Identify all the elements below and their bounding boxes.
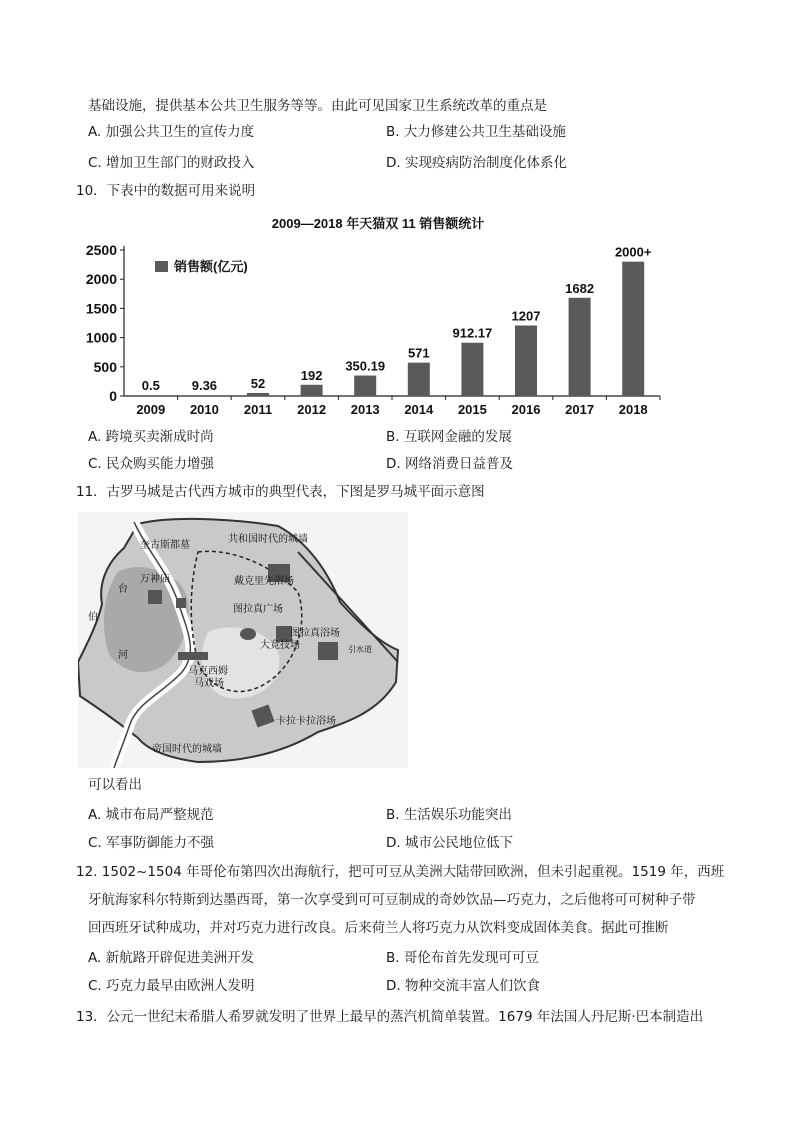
bar	[569, 298, 591, 396]
bar	[301, 385, 323, 396]
bar-value-label: 350.19	[345, 358, 386, 374]
chart-svg	[78, 212, 678, 424]
q12-line-1: 12. 1502~1504 年哥伦布第四次出海航行，把可可豆从美洲大陆带回欧洲，但未引起重视。1519 年，西班	[76, 864, 725, 880]
label-republic-wall: 共和国时代的城墙	[228, 534, 308, 545]
x-tick-label: 2012	[297, 402, 327, 417]
q11-option-b: B. 生活娱乐功能突出	[386, 807, 512, 823]
y-tick-label: 500	[93, 358, 117, 375]
bar-value-label: 1682	[565, 280, 595, 296]
label-caracalla: 卡拉卡拉浴场	[276, 716, 336, 727]
label-tiber-2: 伯	[88, 612, 98, 623]
q10-option-b: B. 互联网金融的发展	[386, 429, 512, 445]
colosseum-shape	[240, 628, 256, 640]
label-tiber-3: 河	[118, 650, 128, 661]
x-tick-label: 2018	[618, 402, 648, 417]
bar-value-label: 9.36	[191, 378, 218, 394]
q10-option-d: D. 网络消费日益普及	[386, 456, 513, 472]
q11-after-map: 可以看出	[88, 777, 142, 793]
label-road: 引水道	[348, 645, 372, 654]
q11-option-c: C. 军事防御能力不强	[88, 835, 215, 851]
y-tick-label: 0	[109, 388, 117, 404]
y-tick-label: 1000	[85, 329, 117, 346]
q12-line-3: 回西班牙试种成功，并对巧克力进行改良。后来荷兰人将巧克力从饮料变成固体美食。据此可推断	[88, 920, 669, 936]
label-tiber-1: 台	[118, 584, 128, 595]
x-tick-label: 2010	[189, 402, 219, 417]
x-tick-label: 2016	[511, 402, 541, 417]
label-quirinal: 奎古斯都墓	[140, 540, 190, 551]
q11-option-a: A. 城市布局严整规范	[88, 807, 214, 823]
x-tick-label: 2015	[457, 402, 487, 417]
legend-label: 销售额(亿元)	[174, 259, 248, 274]
east-block	[318, 642, 338, 660]
legend-swatch	[155, 261, 168, 272]
bar	[622, 262, 644, 396]
bar-value-label: 2000+	[614, 244, 652, 260]
building-block	[176, 598, 186, 608]
bar-value-label: 912.17	[452, 325, 493, 341]
q9-option-d: D. 实现疫病防治制度化体系化	[386, 155, 567, 171]
bar	[193, 395, 215, 396]
y-tick-label: 1500	[85, 300, 117, 317]
q12-line-2: 牙航海家科尔特斯到达墨西哥，第一次享受到可可豆制成的奇妙饮品—巧克力，之后他将可可树种子带	[88, 892, 696, 908]
q9-option-a: A. 加强公共卫生的宣传力度	[88, 124, 255, 140]
q12-option-c: C. 巧克力最早由欧洲人发明	[88, 978, 255, 994]
label-colosseum: 大竞技场	[260, 640, 300, 651]
label-marcellus: 马克西姆	[188, 666, 228, 677]
pantheon-block	[148, 590, 162, 604]
q11-option-d: D. 城市公民地位低下	[386, 835, 513, 851]
sales-bar-chart	[78, 212, 678, 424]
q12-option-a: A. 新航路开辟促进美洲开发	[88, 950, 255, 966]
x-tick-label: 2009	[136, 402, 166, 417]
label-forum: 图拉真广场	[233, 604, 283, 615]
q12-option-d: D. 物种交流丰富人们饮食	[386, 978, 540, 994]
label-trajan-bath: 图拉真浴场	[290, 628, 340, 639]
q12-option-b: B. 哥伦布首先发现可可豆	[386, 950, 539, 966]
q11-stem: 11．古罗马城是古代西方城市的典型代表，下图是罗马城平面示意图	[76, 484, 485, 500]
label-diocletian: 戴克里先浴场	[234, 576, 294, 587]
bar	[461, 343, 483, 396]
q10-option-a: A. 跨境买卖渐成时尚	[88, 429, 214, 445]
q10-option-c: C. 民众购买能力增强	[88, 456, 215, 472]
circus-block	[178, 652, 208, 660]
y-tick-label: 2500	[85, 242, 117, 258]
q13-line-1: 13．公元一世纪末希腊人希罗就发明了世界上最早的蒸汽机简单装置。1679 年法国人丹尼斯·巴本制造出	[76, 1009, 704, 1025]
q10-stem: 10．下表中的数据可用来说明	[76, 183, 256, 199]
bar-value-label: 1207	[511, 308, 541, 324]
bar	[247, 393, 269, 396]
x-tick-label: 2013	[350, 402, 380, 417]
label-theatre: 马戏场	[194, 678, 224, 689]
q9-option-c: C. 增加卫生部门的财政投入	[88, 155, 255, 171]
x-tick-label: 2011	[243, 402, 273, 417]
bar	[515, 326, 537, 396]
bar-value-label: 52	[250, 375, 266, 391]
bar-value-label: 192	[300, 367, 323, 383]
bar-value-label: 0.5	[141, 378, 160, 394]
x-tick-label: 2014	[404, 402, 434, 417]
bar	[354, 376, 376, 396]
q9-option-b: B. 大力修建公共卫生基础设施	[386, 124, 566, 140]
label-pantheon: 万神庙	[140, 574, 170, 585]
y-tick-label: 2000	[85, 271, 117, 288]
label-empire-wall: 帝国时代的城墙	[152, 744, 222, 755]
bar	[140, 395, 162, 396]
q9-continuation: 基础设施，提供基本公共卫生服务等等。由此可见国家卫生系统改革的重点是	[88, 98, 547, 114]
bar-value-label: 571	[407, 345, 430, 361]
rome-map-svg	[78, 512, 408, 768]
rome-plan-map	[78, 512, 408, 768]
bar	[408, 363, 430, 396]
x-tick-label: 2017	[565, 402, 595, 417]
chart-title: 2009—2018 年天猫双 11 销售额统计	[271, 216, 485, 231]
